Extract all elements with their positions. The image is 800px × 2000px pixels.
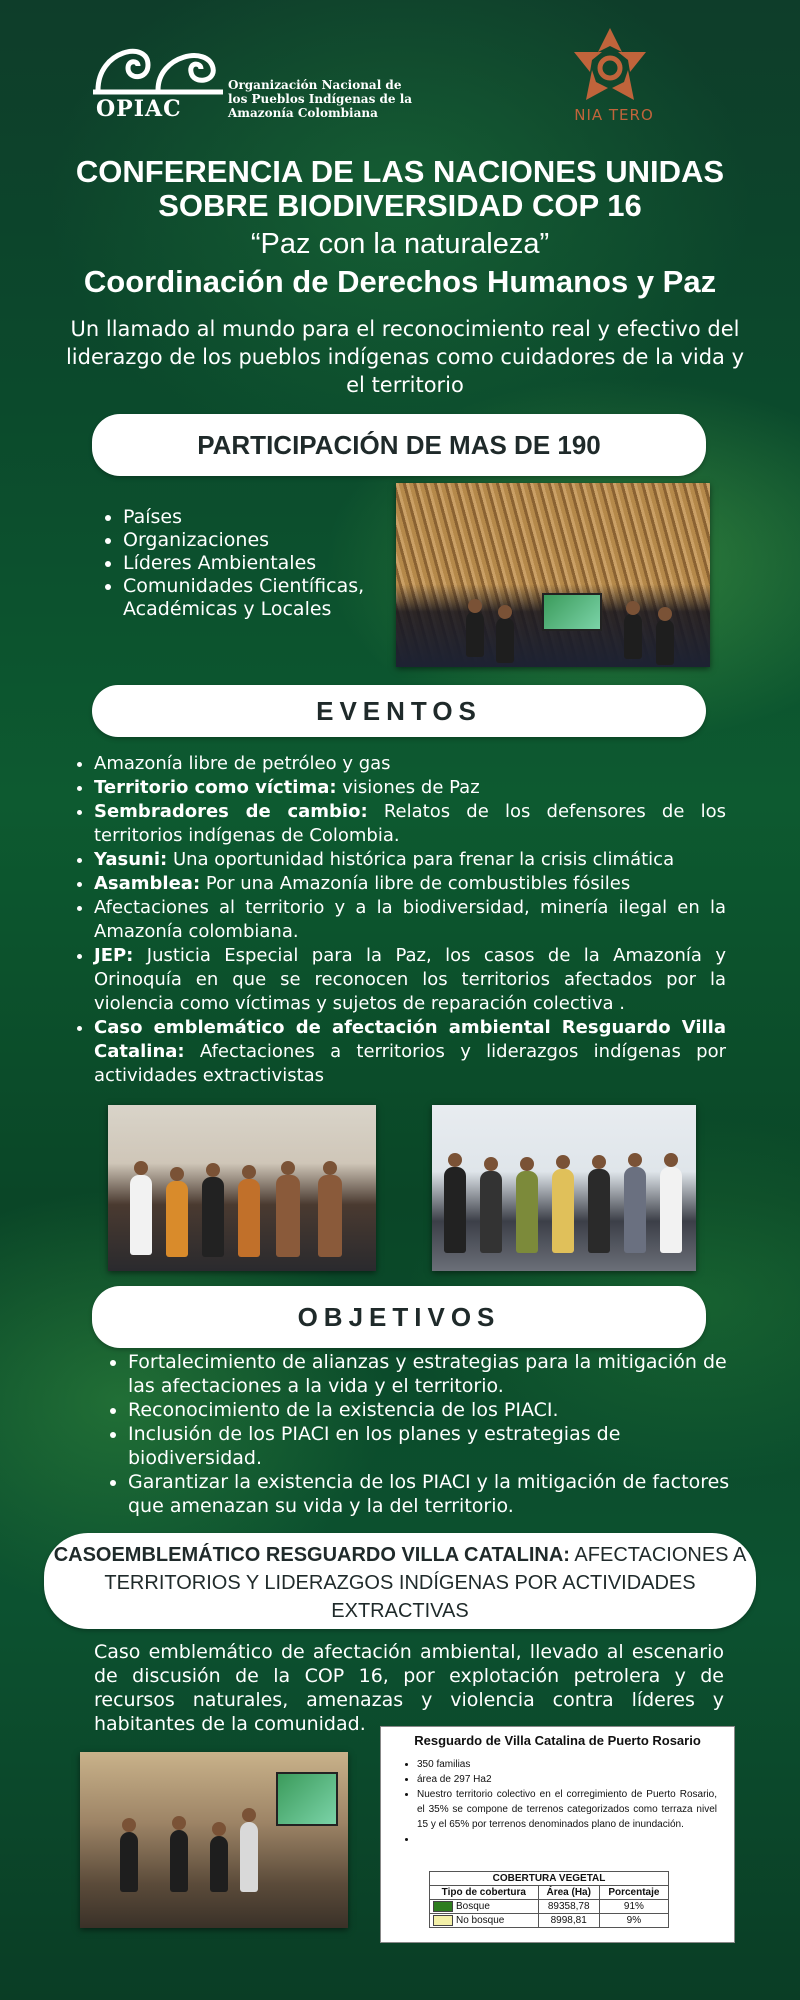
presentation-photo [80,1752,348,1928]
participacion-list [95,506,395,621]
group-photo-delegation [432,1105,696,1271]
nia-tero-icon [560,22,660,106]
list-item: • Fortalecimiento de alianzas y estrategias para la mitigación de las afectaciones a la vida y el territorio. [128,1350,740,1398]
no-bosque-swatch [433,1915,453,1926]
list-item: • 350 familias [417,1757,717,1772]
coordination-title: Coordinación de Derechos Humanos y Paz [83,264,717,299]
list-item: • Inclusión de los PIACI en los planes y estrategias de biodiversidad. [128,1422,740,1470]
caso-description: Caso emblemático de afectación ambiental, llevado al escenario de discusión de la COP 16, por explotación petrolera y de recursos naturales, amenazas y violencia contra líderes y habitantes de la comunidad. [94,1641,724,1735]
list-item: • Caso emblemático de afectación ambiental Resguardo Villa Catalina: Afectaciones a territorios y liderazgos indígenas por actividades extractivistas [94,1016,726,1088]
cobertura-table [429,1871,669,1928]
table-caption: COBERTURA VEGETAL [430,1872,669,1886]
list-item: • Territorio como víctima: visiones de Paz [94,776,726,800]
list-item: • área de 297 Ha2 [417,1772,717,1787]
eventos-heading: EVENTOS [92,685,706,737]
list-item: • Amazonía libre de petróleo y gas [94,752,726,776]
list-item: • Nuestro territorio colectivo en el corregimiento de Puerto Rosario, el 35% se compone de terrenos categorizados como terraza nivel 15 y el 65% por terrenos denominados plano de inundación. [417,1787,717,1832]
resguardo-info-card [380,1726,735,1943]
table-header: Área (Ha) [538,1886,599,1900]
list-item: • Organizaciones [123,529,395,552]
table-row: No bosque 8998,81 9% [430,1914,669,1928]
card-bullet-list [397,1757,717,1847]
objetivos-heading: OBJETIVOS [92,1286,706,1348]
table-header: Tipo de cobertura [430,1886,539,1900]
list-item: • Yasuni: Una oportunidad histórica para frenar la crisis climática [94,848,726,872]
conference-title: CONFERENCIA DE LAS NACIONES UNIDAS SOBRE BIODIVERSIDAD COP 16 [75,154,725,223]
presentation-screen [276,1772,338,1826]
list-item: • Sembradores de cambio: Relatos de los defensores de los territorios indígenas de Colombia. [94,800,726,848]
opiac-description: Organización Nacional de los Pueblos Indígenas de la Amazonía Colombiana [228,78,413,120]
bosque-swatch [433,1901,453,1912]
objetivos-list [100,1350,740,1518]
intro-text: Un llamado al mundo para el reconocimiento real y efectivo del liderazgo de los pueblos indígenas como cuidadores de la vida y el territorio [65,317,745,397]
meeting-photo [396,483,710,667]
opiac-logo [88,30,418,128]
table-row: Bosque 89358,78 91% [430,1900,669,1914]
list-item: • JEP: Justicia Especial para la Paz, los casos de la Amazonía y Orinoquía en que se reconocen los territorios afectados por la violencia como víctimas y sujetos de reparación colectiva . [94,944,726,1016]
list-item: • Asamblea: Por una Amazonía libre de combustibles fósiles [94,872,726,896]
list-item: • Reconocimiento de la existencia de los PIACI. [128,1398,740,1422]
nia-tero-wordmark: NIA TERO [574,106,654,124]
caso-heading-bold: CASOEMBLEMÁTICO RESGUARDO VILLA CATALINA: [53,1544,570,1566]
list-item: • Países [123,506,395,529]
caso-heading-rest: AFECTACIONES A TERRITORIOS Y LIDERAZGOS INDÍGENAS POR ACTIVIDADES EXTRACTIVAS [104,1544,747,1622]
list-item: • Líderes Ambientales [123,552,395,575]
table-header: Porcentaje [599,1886,668,1900]
conference-slogan: “Paz con la naturaleza” [250,228,550,260]
list-item: • Garantizar la existencia de los PIACI y la mitigación de factores que amenazan su vida y la del territorio. [128,1470,740,1518]
opiac-wordmark: OPIAC [96,96,182,122]
eventos-list [66,752,726,1088]
list-item: • Afectaciones al territorio y a la biodiversidad, minería ilegal en la Amazonía colombiana. [94,896,726,944]
nia-tero-logo [560,22,660,130]
list-item [417,1832,717,1847]
caso-heading [44,1533,756,1629]
group-photo-indigenous-leaders [108,1105,376,1271]
card-title: Resguardo de Villa Catalina de Puerto Rosario [414,1733,701,1748]
participacion-heading: PARTICIPACIÓN DE MAS DE 190 [92,414,706,476]
presentation-screen [542,593,602,631]
list-item: • Comunidades Científicas, Académicas y Locales [123,575,395,621]
spiral-icon [88,30,228,100]
